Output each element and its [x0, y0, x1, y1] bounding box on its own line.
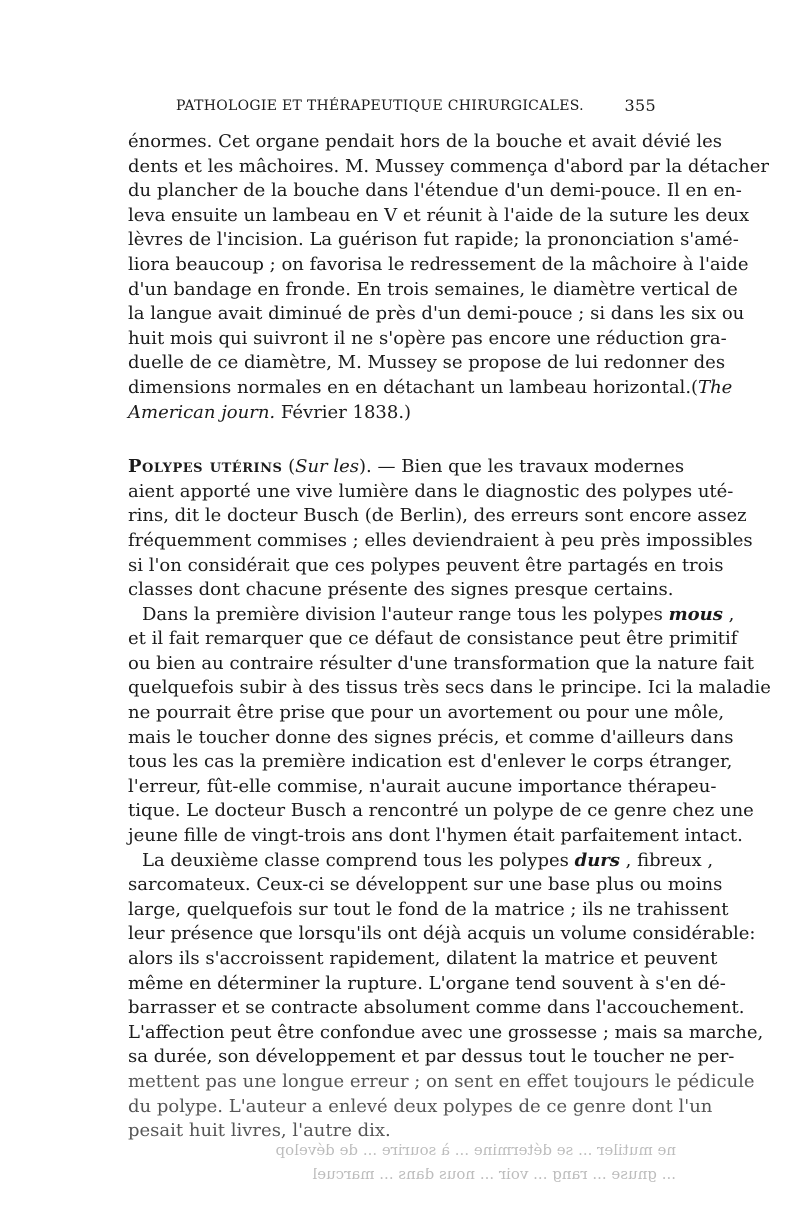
text-line: large, quelquefois sur tout le fond de la matrice ; ils ne trahissent — [128, 898, 729, 920]
text-line — [128, 849, 714, 874]
running-title: PATHOLOGIE ET THÉRAPEUTIQUE CHIRURGICALES. — [176, 98, 584, 114]
text-line: jeune fille de vingt-trois ans dont l'hymen était parfaitement intact. — [128, 825, 743, 847]
paragraph-tongue-surgery — [128, 130, 769, 425]
text-fragment: dimensions normales en en détachant un lambeau horizontal.( — [128, 376, 699, 398]
text-line: duelle de ce diamètre, M. Mussey se propose de lui redonner des — [128, 352, 726, 374]
text-line — [128, 603, 735, 628]
paragraph-uterine-polyps-intro — [128, 455, 753, 603]
ghost-line: ... gnuse ... rang ... voir ... nous dans ... marcuel — [312, 1165, 676, 1184]
text-line: si l'on considérait que ces polypes peuvent être partagés en trois — [128, 554, 724, 576]
text-fragment: , fibreux , — [619, 849, 714, 871]
text-line: énormes. Cet organe pendait hors de la bouche et avait dévié les — [128, 131, 723, 152]
journal-date: Février 1838.) — [275, 401, 412, 423]
paragraph-soft-polyps — [128, 603, 771, 849]
text-line: quelquefois subir à des tissus très secs dans le principe. Ici la maladie — [128, 677, 771, 699]
journal-ref-italic: The — [698, 376, 733, 398]
text-fragment: — Bien que les travaux modernes — [371, 456, 685, 478]
ghost-line: ne mutiler ... se détermine ... à sourire ... de dévelop — [275, 1140, 676, 1159]
text-line: aient apporté une vive lumière dans le diagnostic des polypes uté- — [128, 480, 734, 502]
text-line: classes dont chacune présente des signes presque certains. — [128, 579, 674, 601]
text-line: d'un bandage en fronde. En trois semaines, le diamètre vertical de — [128, 278, 738, 300]
heading-italic: Sur les — [295, 456, 360, 478]
text-line: barrasser et se contracte absolument comme dans l'accouchement. — [128, 997, 745, 1019]
text-line: du plancher de la bouche dans l'étendue d'un demi-pouce. Il en en- — [128, 180, 742, 202]
emphasis-italic: durs — [574, 849, 620, 871]
text-line: dents et les mâchoires. M. Mussey commença d'abord par la détacher — [128, 155, 769, 177]
text-line: mais le toucher donne des signes précis, et comme d'ailleurs dans — [128, 726, 734, 748]
text-line — [128, 401, 676, 426]
heading-paren-open: ( — [282, 456, 296, 478]
section-spacer — [128, 425, 676, 455]
text-fragment: , — [722, 603, 735, 625]
text-line: leur présence que lorsqu'ils ont déjà acquis un volume considérable: — [128, 923, 756, 945]
journal-name-italic: American journ. — [128, 401, 276, 423]
text-line: rins, dit le docteur Busch (de Berlin), des erreurs sont encore assez — [128, 505, 747, 527]
text-line — [128, 455, 685, 480]
text-line: huit mois qui suivront il ne s'opère pas encore une réduction gra- — [128, 327, 727, 349]
text-line: tous les cas la première indication est d'enlever le corps étranger, — [128, 751, 733, 773]
text-line: sarcomateux. Ceux-ci se développent sur une base plus ou moins — [128, 874, 723, 896]
text-line: fréquemment commises ; elles deviendraient à peu près impossibles — [128, 529, 753, 551]
bleed-through-text — [128, 1138, 676, 1187]
page-number: 355 — [624, 96, 656, 115]
text-line: l'erreur, fût-elle commise, n'aurait aucune importance thérapeu- — [128, 775, 717, 797]
paragraph-hard-polyps — [128, 849, 764, 1144]
text-line — [128, 376, 733, 401]
text-line: L'affection peut être confondue avec une grossesse ; mais sa marche, — [128, 1021, 764, 1043]
page-body — [128, 130, 771, 1187]
text-line: alors ils s'accroissent rapidement, dilatent la matrice et peuvent — [128, 948, 718, 969]
text-fragment: La deuxième classe comprend tous les polypes — [142, 849, 575, 871]
text-fragment: Dans la première division l'auteur range tous les polypes — [142, 603, 669, 625]
text-line: mettent pas une longue erreur ; on sent en effet toujours le pédicule — [128, 1070, 755, 1092]
text-line: du polype. L'auteur a enlevé deux polypes de ce genre dont l'un — [128, 1095, 713, 1117]
text-line: liora beaucoup ; on favorisa le redressement de la mâchoire à l'aide — [128, 253, 749, 275]
text-line: ou bien au contraire résulter d'une transformation que la nature fait — [128, 652, 755, 674]
text-line: et il fait remarquer que ce défaut de consistance peut être primitif — [128, 628, 738, 650]
text-line: lèvres de l'incision. La guérison fut rapide; la prononciation s'amé- — [128, 229, 739, 251]
text-line: pesait huit livres, l'autre dix. — [128, 1120, 391, 1142]
emphasis-italic: mous — [668, 603, 723, 625]
text-line: la langue avait diminué de près d'un demi-pouce ; si dans les six ou — [128, 303, 745, 325]
page-header — [176, 96, 656, 120]
text-line: ne pourrait être prise que pour un avortement ou pour une môle, — [128, 702, 725, 724]
text-line: tique. Le docteur Busch a rencontré un polype de ce genre chez une — [128, 800, 754, 822]
text-line: leva ensuite un lambeau en V et réunit à l'aide de la suture les deux — [128, 204, 750, 226]
section-heading: Polypes utérins — [128, 456, 283, 478]
text-line: sa durée, son développement et par dessus tout le toucher ne per- — [128, 1046, 735, 1068]
heading-paren-close: ). — [359, 456, 372, 478]
text-line: même en déterminer la rupture. L'organe tend souvent à s'en dé- — [128, 972, 726, 994]
